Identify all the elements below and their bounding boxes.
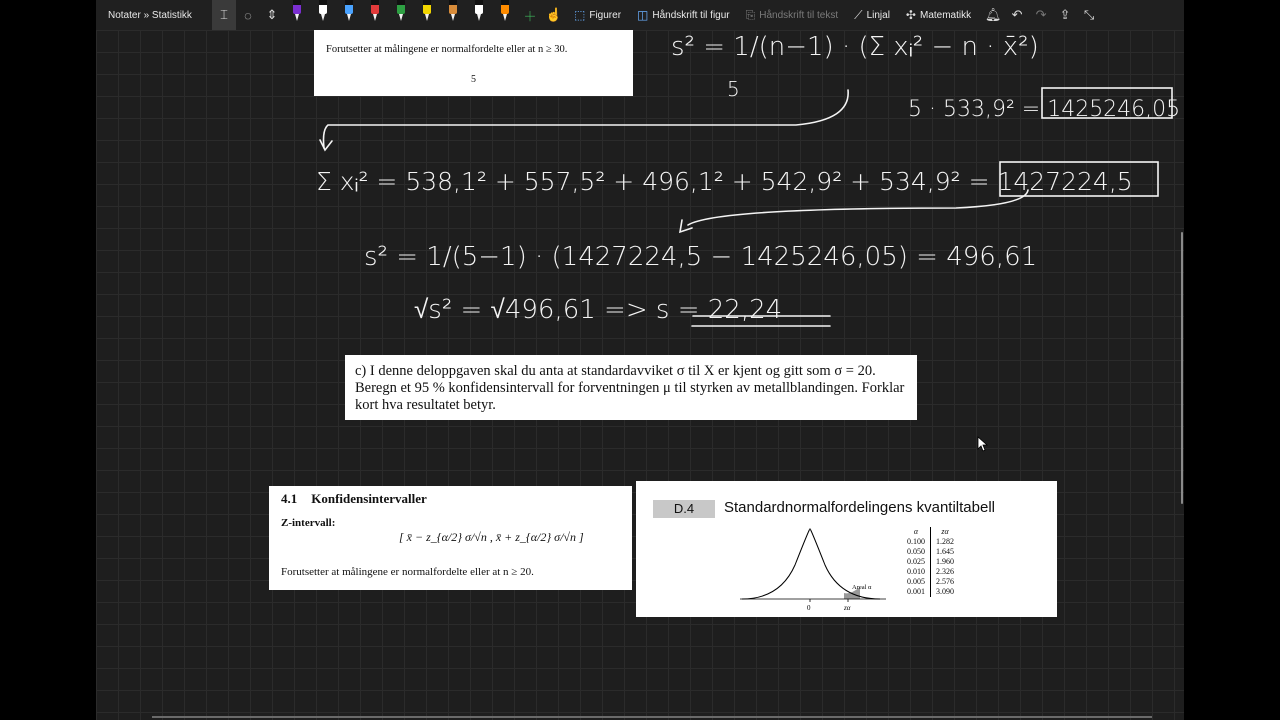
math-icon: ✣	[905, 8, 916, 22]
table-row	[902, 577, 959, 587]
math-button[interactable]: ✣ Matematikk	[905, 8, 972, 22]
z-cell: 2.576	[936, 577, 954, 586]
bell-icon[interactable]: 🔔︎	[984, 7, 1002, 22]
ink-to-text-button[interactable]: ⎘ Håndskrift til tekst	[745, 7, 839, 22]
insert-space-icon[interactable]: ⇕	[266, 7, 278, 22]
onenote-window	[96, 0, 1184, 720]
table-row	[902, 547, 959, 557]
axis-zero: 0	[807, 604, 811, 612]
pen-2-icon[interactable]	[336, 0, 362, 30]
share-icon[interactable]: ⇪	[1059, 7, 1071, 22]
ink-to-text-icon: ⎘	[745, 7, 756, 22]
table-label: D.4	[653, 500, 715, 518]
axis-z-alpha: zα	[844, 604, 851, 612]
pen-7-icon[interactable]	[466, 0, 492, 30]
alpha-cell: 0.050	[902, 547, 931, 557]
breadcrumb[interactable]: Notater » Statistikk	[108, 9, 192, 21]
table-row	[902, 557, 959, 567]
z-cell: 2.326	[936, 567, 954, 576]
table-title: Standardnormalfordelingens kvantiltabell	[724, 499, 995, 516]
undo-icon[interactable]: ↶	[1011, 7, 1023, 22]
pen-8-icon[interactable]	[492, 0, 518, 30]
table-row	[902, 587, 959, 597]
hw-line-nx: 5 · 533,9² = 1425246,05	[908, 97, 1181, 122]
ink-to-shape-icon: ◫	[637, 8, 649, 22]
pen-5-icon[interactable]	[414, 0, 440, 30]
hw-line-s: √s² = √496,61 => s = 22,24	[414, 295, 783, 325]
konfidens-note: Forutsetter at målingene er normalfordelte eller at n ≥ 20.	[281, 566, 534, 578]
lasso-select-icon[interactable]: ◌	[244, 7, 252, 23]
z-interval-formula: [ x̄ − z_{α/2} σ/√n , x̄ + z_{α/2} σ/√n ]	[399, 530, 584, 544]
alpha-cell: 0.005	[902, 577, 931, 587]
pen-3-icon[interactable]	[362, 0, 388, 30]
hw-line-sum: Σ xᵢ² = 538,1² + 557,5² + 496,1² + 542,9² + 534,9² = 1427224,5	[316, 167, 1133, 196]
z-cell: 1.960	[936, 557, 954, 566]
page-number: 5	[471, 74, 476, 85]
ruler-button[interactable]: ⟋ Linjal	[854, 7, 890, 22]
hw-n-value: 5	[727, 77, 740, 101]
horizontal-scrollbar[interactable]	[152, 716, 1152, 718]
alpha-cell: 0.010	[902, 567, 931, 577]
z-cell: 1.282	[936, 537, 954, 546]
pen-tray	[284, 0, 518, 30]
add-pen-icon[interactable]: ＋	[523, 8, 537, 24]
header-z: zα	[941, 527, 949, 536]
mouse-cursor-icon	[977, 436, 989, 452]
alpha-cell: 0.100	[902, 537, 931, 547]
z-interval-label: Z-intervall:	[281, 517, 336, 529]
pen-0-icon[interactable]	[284, 0, 310, 30]
table-row	[902, 537, 959, 547]
vertical-scrollbar[interactable]	[1181, 232, 1183, 504]
redo-icon[interactable]: ↷	[1035, 7, 1047, 22]
ink-to-shape-button[interactable]: ◫ Håndskrift til figur	[637, 8, 730, 22]
normal-curve-figure	[740, 525, 890, 615]
areal-label: Areal α	[852, 584, 872, 591]
lasso-type-icon[interactable]: ⌶	[212, 0, 236, 30]
section-number: 4.1	[281, 491, 298, 506]
header-alpha: α	[902, 527, 931, 537]
table-row	[902, 567, 959, 577]
pen-4-icon[interactable]	[388, 0, 414, 30]
z-cell: 1.645	[936, 547, 954, 556]
z-cell: 3.090	[936, 587, 954, 596]
quantile-table	[902, 527, 959, 597]
alpha-cell: 0.001	[902, 587, 931, 597]
hw-line-s2: s² = 1/(n−1) · (Σ xᵢ² − n · x̄²)	[671, 32, 1039, 62]
draw-toolbar	[96, 0, 1184, 30]
assumption-text: Forutsetter at målingene er normalfordelte eller at n ≥ 30.	[326, 44, 568, 55]
touch-draw-icon[interactable]: ☝	[545, 7, 563, 22]
hw-line-s2-calc: s² = 1/(5−1) · (1427224,5 − 1425246,05) = 496,61	[364, 242, 1038, 272]
shapes-button[interactable]: ⬚ Figurer	[574, 8, 622, 22]
alpha-cell: 0.025	[902, 557, 931, 567]
pasted-note-top	[314, 30, 633, 96]
shapes-icon: ⬚	[574, 8, 586, 22]
pen-1-icon[interactable]	[310, 0, 336, 30]
task-c-text: c) I denne deloppgaven skal du anta at standardavviket σ til X er kjent og gitt som σ = 20. Beregn et 95 % konfidensintervall for forventningen μ til styrken av metallblandingen. Forklar kort hva resultatet betyr.	[345, 355, 917, 420]
quantile-table-clip	[636, 481, 1057, 617]
pen-6-icon[interactable]	[440, 0, 466, 30]
konfidens-clip	[269, 486, 632, 590]
collapse-icon[interactable]: ⤡	[1083, 7, 1095, 22]
section-title: Konfidensintervaller	[311, 491, 427, 506]
ruler-icon: ⟋	[854, 7, 863, 22]
